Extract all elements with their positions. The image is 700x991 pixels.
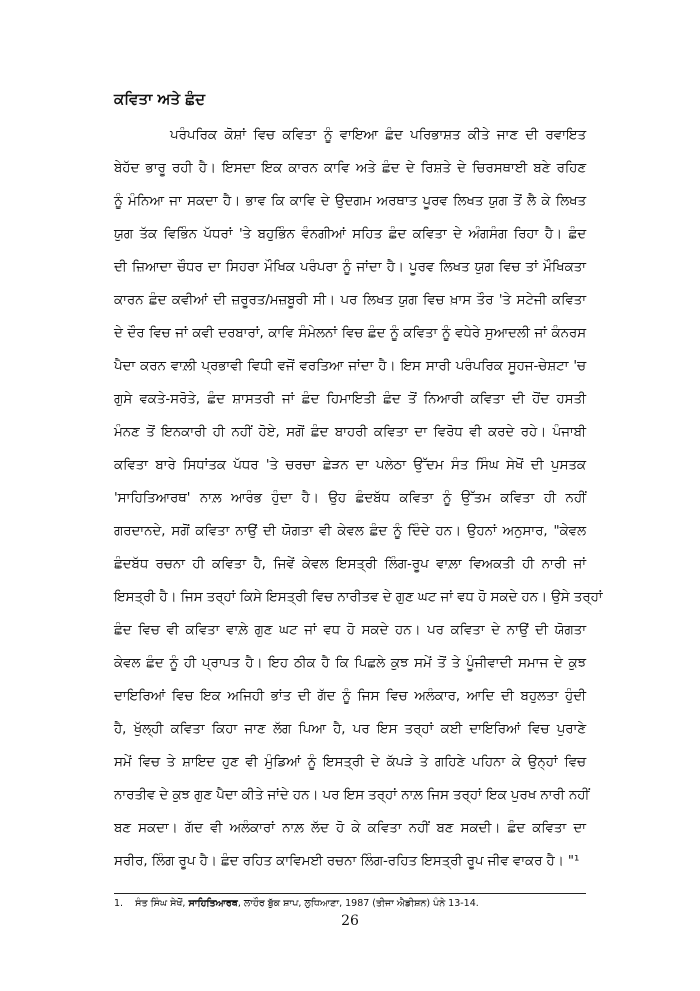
text-line: ਸਰੀਰ, ਲਿੰਗ ਰੂਪ ਹੈ। ਛੰਦ ਰਹਿਤ ਕਾਵਿਮਈ ਰਚਨਾ ਲਿੰਗ-ਰਹਿਤ ਇਸਤ੍ਰੀ ਰੂਪ ਜੀਵ ਵਾਕਰ ਹੈ। "¹ [114, 854, 580, 869]
text-line: ਬਣ ਸਕਦਾ। ਗੱਦ ਵੀ ਅਲੰਕਾਰਾਂ ਨਾਲ਼ ਲੱਦ ਹੋ ਕੇ ਕਵਿਤਾ ਨਹੀਂ ਬਣ ਸਕਦੀ। ਛੰਦ ਕਵਿਤਾ ਦਾ [114, 821, 586, 836]
text-line: ਹੈ, ਖੁੱਲ੍ਹੀ ਕਵਿਤਾ ਕਿਹਾ ਜਾਣ ਲੱਗ ਪਿਆ ਹੈ, ਪਰ ਇਸ ਤਰ੍ਹਾਂ ਕਈ ਦਾਇਰਿਆਂ ਵਿਚ ਪੁਰਾਣੇ [114, 722, 586, 737]
text-line: ਮੰਨਣ ਤੋਂ ਇਨਕਾਰੀ ਹੀ ਨਹੀਂ ਹੋਏ, ਸਗੋਂ ਛੰਦ ਬਾਹਰੀ ਕਵਿਤਾ ਦਾ ਵਿਰੋਧ ਵੀ ਕਰਦੇ ਰਹੇ। ਪੰਜਾਬੀ [114, 425, 586, 440]
text-line: ਪਰੰਪਰਿਕ ਕੋਸ਼ਾਂ ਵਿਚ ਕਵਿਤਾ ਨੂੰ ਵਾਇਆ ਛੰਦ ਪਰਿਭਾਸ਼ਤ ਕੀਤੇ ਜਾਣ ਦੀ ਰਵਾਇਤ [170, 128, 586, 143]
text-line: ਪੈਦਾ ਕਰਨ ਵਾਲ਼ੀ ਪ੍ਰਭਾਵੀ ਵਿਧੀ ਵਜੋਂ ਵਰਤਿਆ ਜਾਂਦਾ ਹੈ। ਇਸ ਸਾਰੀ ਪਰੰਪਰਿਕ ਸੂਹਜ-ਚੇਸ਼ਟਾ 'ਚ [114, 359, 586, 374]
text-line: ਛੰਦਬੱਧ ਰਚਨਾ ਹੀ ਕਵਿਤਾ ਹੈ, ਜਿਵੇਂ ਕੇਵਲ ਇਸਤ੍ਰੀ ਲਿੰਗ-ਰੂਪ ਵਾਲ਼ਾ ਵਿਅਕਤੀ ਹੀ ਨਾਰੀ ਜਾਂ [114, 557, 586, 572]
page-number: 26 [341, 913, 359, 929]
text-line: ਦਾਇਰਿਆਂ ਵਿਚ ਇਕ ਅਜਿਹੀ ਭਾਂਤ ਦੀ ਗੱਦ ਨੂੰ ਜਿਸ ਵਿਚ ਅਲੰਕਾਰ, ਆਦਿ ਦੀ ਬਹੁਲਤਾ ਹੁੰਦੀ [114, 689, 586, 704]
body-paragraph [114, 119, 603, 878]
text-line: ਗਰਦਾਨਦੇ, ਸਗੋਂ ਕਵਿਤਾ ਨਾਉਂ ਦੀ ਯੋਗਤਾ ਵੀ ਕੇਵਲ ਛੰਦ ਨੂੰ ਦਿੰਦੇ ਹਨ। ਉਹਨਾਂ ਅਨੁਸਾਰ, "ਕੇਵਲ [114, 524, 586, 539]
footnote-book-title: ਸਾਹਿਤਿਆਰਥ [188, 898, 238, 909]
footnote-marker: 1. [114, 898, 124, 909]
text-line: ਦੀ ਜ਼ਿਆਦਾ ਚੌਧਰ ਦਾ ਸਿਹਰਾ ਮੌਖਿਕ ਪਰੰਪਰਾ ਨੂੰ ਜਾਂਦਾ ਹੈ। ਪੂਰਵ ਲਿਖਤ ਯੁਗ ਵਿਚ ਤਾਂ ਮੌਖਿਕਤਾ [114, 260, 586, 275]
text-line: 'ਸਾਹਿਤਿਆਰਥ' ਨਾਲ਼ ਆਰੰਭ ਹੁੰਦਾ ਹੈ। ਉਹ ਛੰਦਬੱਧ ਕਵਿਤਾ ਨੂੰ ਉੱਤਮ ਕਵਿਤਾ ਹੀ ਨਹੀਂ [114, 491, 586, 506]
text-line: ਨਾਰਤੀਵ ਦੇ ਕੁਝ ਗੁਣ ਪੈਦਾ ਕੀਤੇ ਜਾਂਦੇ ਹਨ। ਪਰ ਇਸ ਤਰ੍ਹਾਂ ਨਾਲ਼ ਜਿਸ ਤਰ੍ਹਾਂ ਇਕ ਪੁਰਖ ਨਾਰੀ ਨਹੀਂ [114, 788, 590, 803]
text-line: ਗੁਸੇ ਵਕਤੇ-ਸਰੋਤੇ, ਛੰਦ ਸ਼ਾਸਤਰੀ ਜਾਂ ਛੰਦ ਹਿਮਾਇਤੀ ਛੰਦ ਤੋਂ ਨਿਆਰੀ ਕਵਿਤਾ ਦੀ ਹੋਂਦ ਹਸਤੀ [114, 392, 586, 407]
footnote [114, 898, 479, 909]
section-heading: ਕਵਿਤਾ ਅਤੇ ਛੰਦ [114, 90, 206, 108]
text-line: ਛੰਦ ਵਿਚ ਵੀ ਕਵਿਤਾ ਵਾਲ਼ੇ ਗੁਣ ਘਟ ਜਾਂ ਵਧ ਹੋ ਸਕਦੇ ਹਨ। ਪਰ ਕਵਿਤਾ ਦੇ ਨਾਉਂ ਦੀ ਯੋਗਤਾ [114, 623, 586, 638]
footnote-author: ਸੰਤ ਸਿੰਘ ਸੇਖੋਂ, [135, 898, 186, 909]
text-line: ਦੇ ਦੌਰ ਵਿਚ ਜਾਂ ਕਵੀ ਦਰਬਾਰਾਂ, ਕਾਵਿ ਸੰਮੇਲਨਾਂ ਵਿਚ ਛੰਦ ਨੂੰ ਕਵਿਤਾ ਨੂੰ ਵਧੇਰੇ ਸੁਆਦਲੀ ਜਾਂ ਕੰਨਰਸ [114, 326, 586, 341]
text-line: ਸਮੇਂ ਵਿਚ ਤੇ ਸ਼ਾਇਦ ਹੁਣ ਵੀ ਮੁੰਡਿਆਂ ਨੂੰ ਇਸਤ੍ਰੀ ਦੇ ਕੱਪੜੇ ਤੇ ਗਹਿਣੇ ਪਹਿਨਾ ਕੇ ਉਨ੍ਹਾਂ ਵਿਚ [114, 755, 586, 770]
text-line: ਇਸਤ੍ਰੀ ਹੈ। ਜਿਸ ਤਰ੍ਹਾਂ ਕਿਸੇ ਇਸਤ੍ਰੀ ਵਿਚ ਨਾਰੀਤਵ ਦੇ ਗੁਣ ਘਟ ਜਾਂ ਵਧ ਹੋ ਸਕਦੇ ਹਨ। ਉਸੇ ਤਰ੍ਹਾਂ [114, 590, 603, 605]
text-line: ਯੁਗ ਤੱਕ ਵਿਭਿੰਨ ਪੱਧਰਾਂ 'ਤੇ ਬਹੁਭਿੰਨ ਵੰਨਗੀਆਂ ਸਹਿਤ ਛੰਦ ਕਵਿਤਾ ਦੇ ਅੰਗਸੰਗ ਰਿਹਾ ਹੈ। ਛੰਦ [114, 227, 586, 242]
text-line: ਕੇਵਲ ਛੰਦ ਨੂੰ ਹੀ ਪ੍ਰਾਪਤ ਹੈ। ਇਹ ਠੀਕ ਹੈ ਕਿ ਪਿਛਲੇ ਕੁਝ ਸਮੇਂ ਤੋਂ ਤੇ ਪੂੰਜੀਵਾਦੀ ਸਮਾਜ ਦੇ ਕੁਝ [114, 656, 586, 671]
footnote-divider [114, 893, 586, 894]
footnote-details: , ਲਾਹੌਰ ਬੁੱਕ ਸ਼ਾਪ, ਲੁਧਿਆਣਾ, 1987 (ਤੀਜਾ ਐਡੀਸ਼ਨ) ਪੰਨੇ 13-14. [237, 898, 479, 909]
text-line: ਬੇਹੱਦ ਭਾਰੂ ਰਹੀ ਹੈ। ਇਸਦਾ ਇਕ ਕਾਰਨ ਕਾਵਿ ਅਤੇ ਛੰਦ ਦੇ ਰਿਸ਼ਤੇ ਦੇ ਚਿਰਸਥਾਈ ਬਣੇ ਰਹਿਣ [114, 161, 586, 176]
text-line: ਕਵਿਤਾ ਬਾਰੇ ਸਿਧਾਂਤਕ ਪੱਧਰ 'ਤੇ ਚਰਚਾ ਛੇੜਨ ਦਾ ਪਲੇਠਾ ਉੱਦਮ ਸੰਤ ਸਿੰਘ ਸੇਖੋਂ ਦੀ ਪੁਸਤਕ [114, 458, 586, 473]
text-line: ਨੂੰ ਮੰਨਿਆ ਜਾ ਸਕਦਾ ਹੈ। ਭਾਵ ਕਿ ਕਾਵਿ ਦੇ ਉਦਗਮ ਅਰਥਾਤ ਪੂਰਵ ਲਿਖਤ ਯੁਗ ਤੋਂ ਲੈ ਕੇ ਲਿਖਤ [114, 194, 586, 209]
text-line: ਕਾਰਨ ਛੰਦ ਕਵੀਆਂ ਦੀ ਜ਼ਰੂਰਤ/ਮਜ਼ਬੂਰੀ ਸੀ। ਪਰ ਲਿਖਤ ਯੁਗ ਵਿਚ ਖ਼ਾਸ ਤੌਰ 'ਤੇ ਸਟੇਜੀ ਕਵਿਤਾ [114, 293, 586, 308]
